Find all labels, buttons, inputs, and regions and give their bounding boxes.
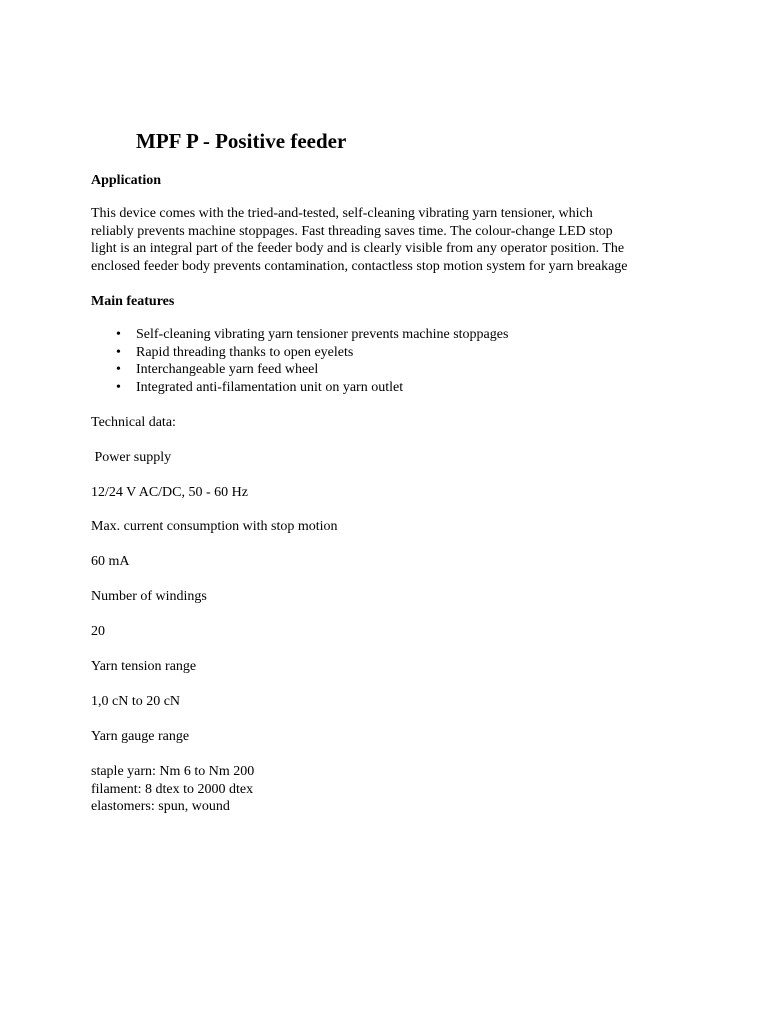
bullet-icon: • [116,379,121,395]
document-title: MPF P - Positive feeder [136,129,347,153]
gauge-value-line: filament: 8 dtex to 2000 dtex [91,781,254,797]
gauge-label: Yarn gauge range [91,729,190,744]
application-line: light is an integral part of the feeder body and is clearly visible from any operator position. The [91,241,625,256]
feature-item [91,326,508,344]
application-line: This device comes with the tried-and-tested, self-cleaning vibrating yarn tensioner, which [91,206,593,221]
feature-text: Self-cleaning vibrating yarn tensioner prevents machine stoppages [136,327,509,342]
tension-label: Yarn tension range [91,659,197,674]
power-supply-label: Power supply [91,450,172,465]
application-heading: Application [91,173,162,188]
gauge-values [91,763,254,816]
application-paragraph [91,205,628,275]
bullet-icon: • [116,362,121,377]
current-label: Max. current consumption with stop motion [91,519,338,534]
application-line: reliably prevents machine stoppages. Fast threading saves time. The colour-change LED stop [91,223,613,239]
bullet-icon: • [116,327,121,342]
windings-value: 20 [91,624,105,639]
feature-item [91,379,508,397]
features-list [91,326,508,396]
tension-value: 1,0 cN to 20 cN [91,694,181,709]
bullet-icon: • [116,344,121,360]
windings-label: Number of windings [91,589,207,604]
gauge-value-line: staple yarn: Nm 6 to Nm 200 [91,764,255,779]
feature-item [91,361,508,379]
feature-text: Interchangeable yarn feed wheel [136,362,319,377]
application-line: enclosed feeder body prevents contamination, contactless stop motion system for yarn breakage [91,258,628,274]
feature-item [91,344,508,362]
power-supply-value: 12/24 V AC/DC, 50 - 60 Hz [91,485,248,500]
technical-data-label: Technical data: [91,415,176,430]
feature-text: Integrated anti-filamentation unit on yarn outlet [136,379,404,395]
feature-text: Rapid threading thanks to open eyelets [136,344,354,360]
main-features-heading: Main features [91,294,175,309]
gauge-value-line: elastomers: spun, wound [91,799,230,814]
current-value: 60 mA [91,554,130,569]
